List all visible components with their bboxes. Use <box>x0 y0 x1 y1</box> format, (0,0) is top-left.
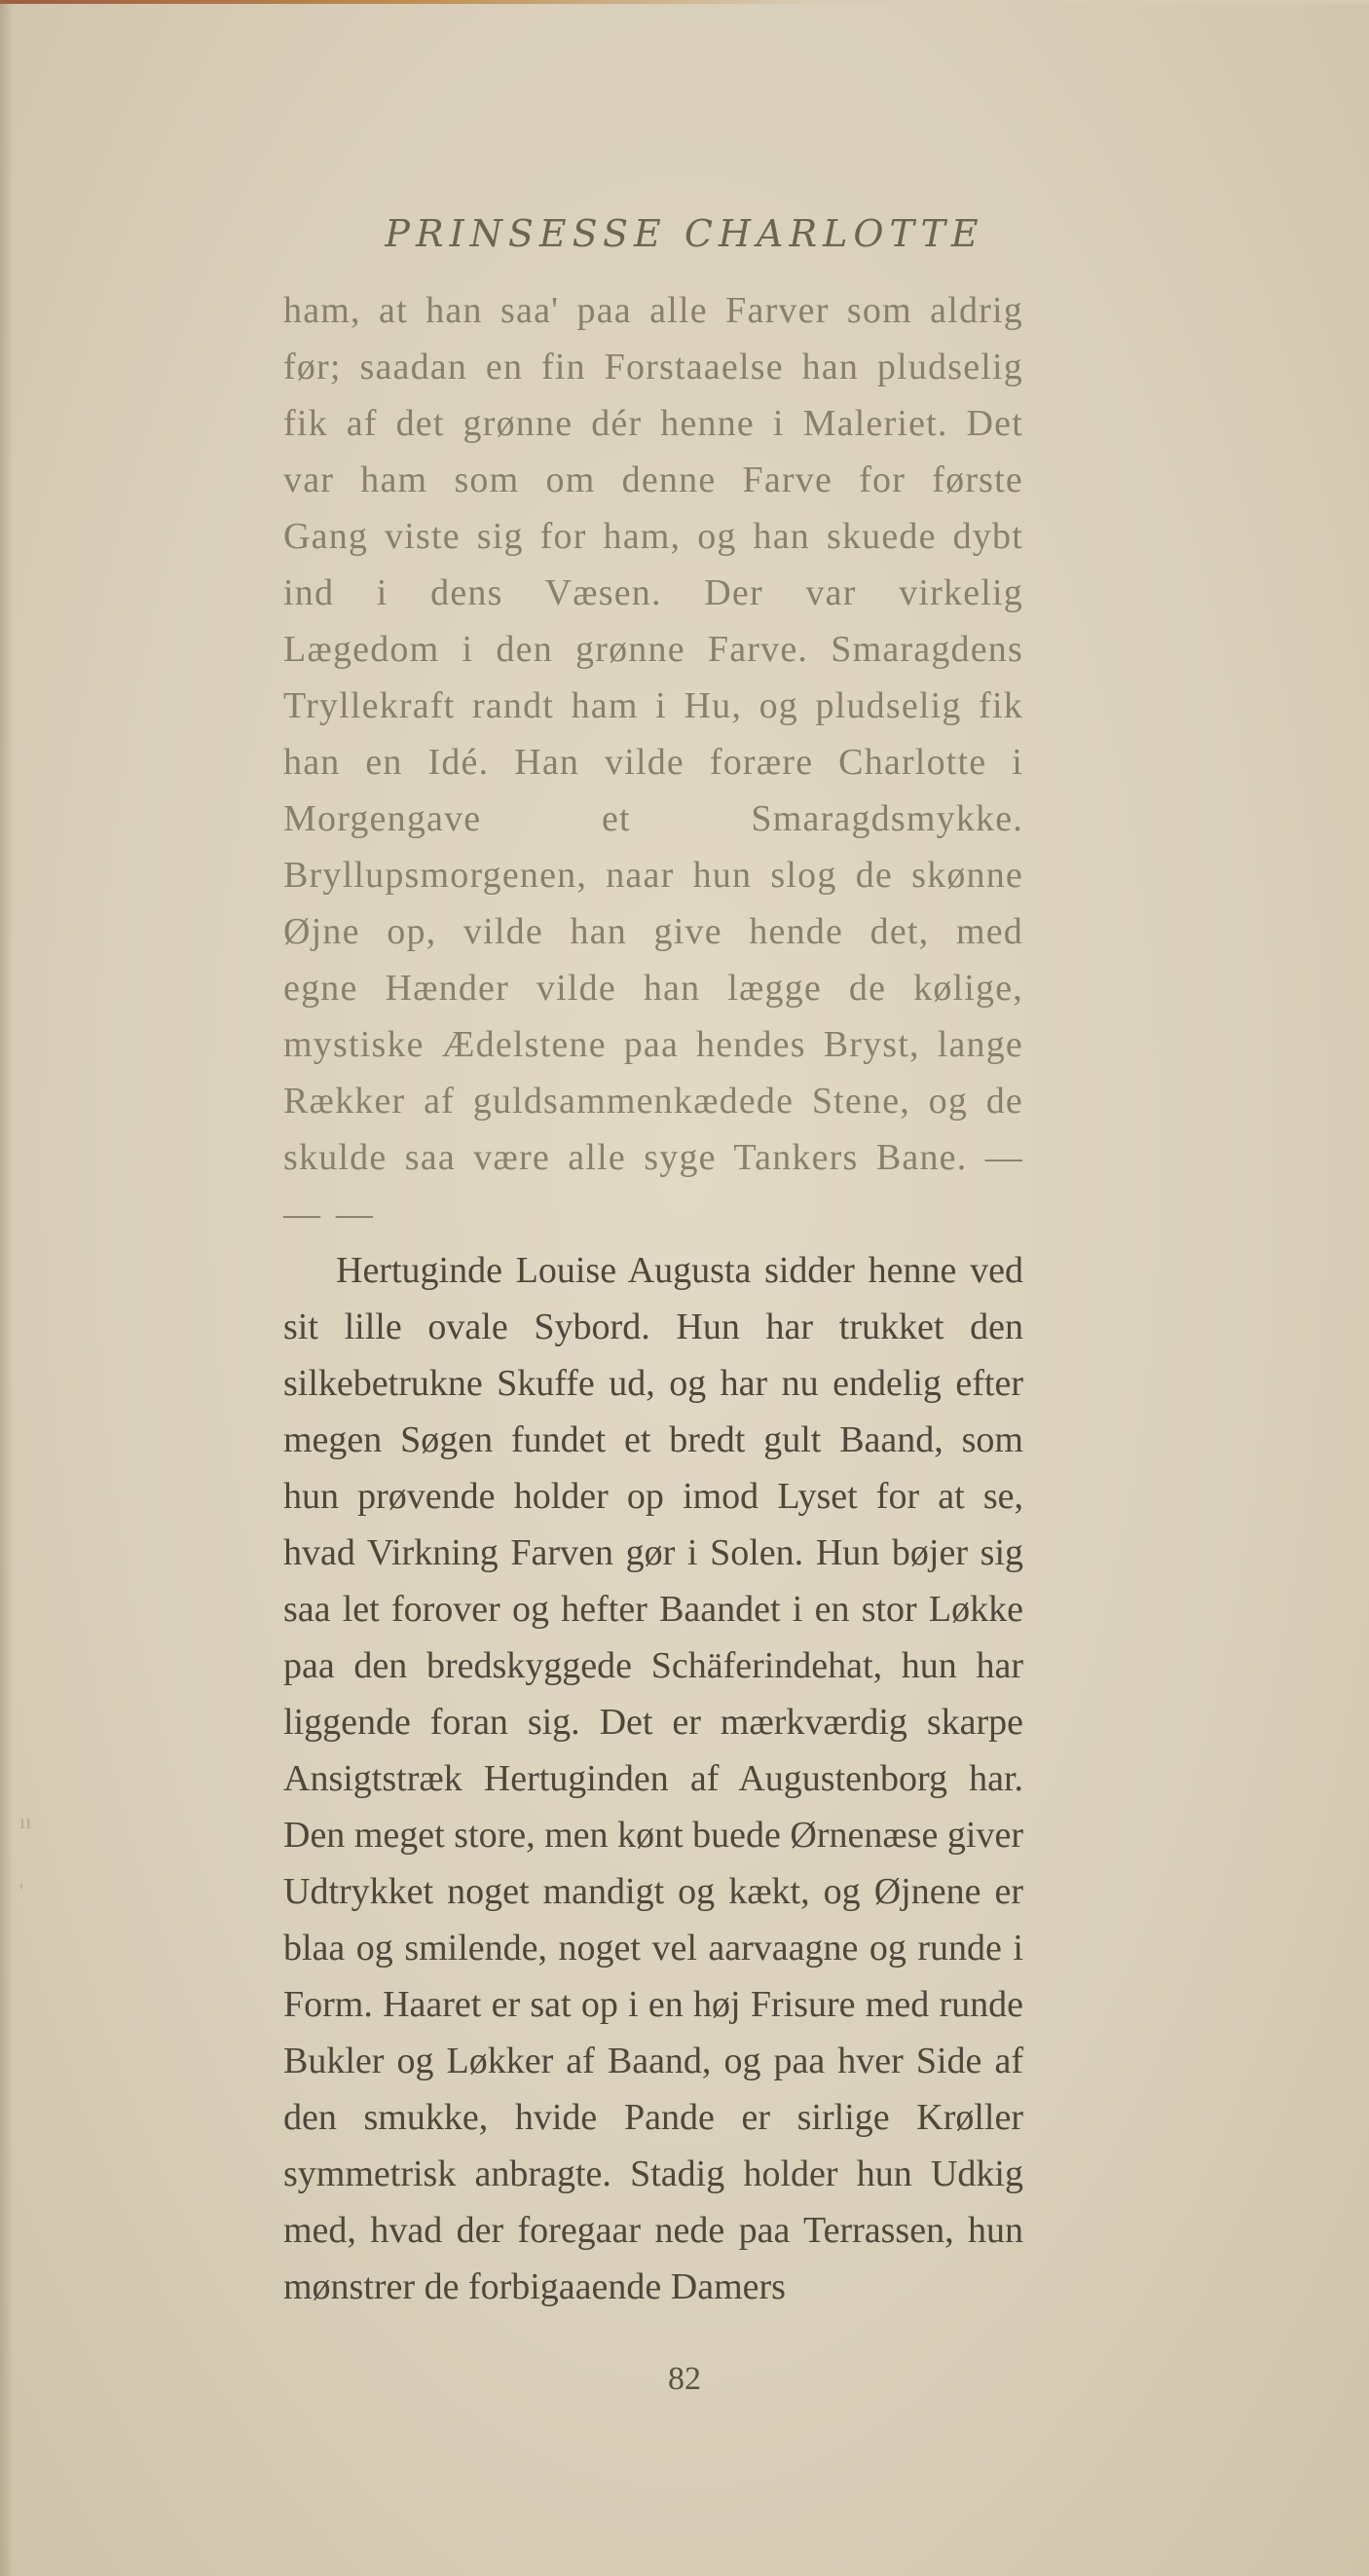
running-head: PRINSESSE CHARLOTTE <box>385 212 984 255</box>
margin-speck: ıı <box>19 1809 32 1833</box>
body-text <box>283 282 1023 2315</box>
margin-speck: ' <box>19 1879 23 1903</box>
paragraph-2: Hertuginde Louise Augusta sidder henne ved sit lille ovale Sybord. Hun har trukket den silkebetrukne Skuffe ud, og har nu endelig efter megen Søgen fundet et bredt gult Baand, som hun prøvende holder op imod Lyset for at se, hvad Virkning Farven gør i Solen. Hun bøjer sig saa let forover og hefter Baandet i en stor Løkke paa den bredskyggede Schäferindehat, hun har liggende foran sig. Det er mærkværdig skarpe Ansigtstræk Hertuginden af Augustenborg har. Den meget store, men kønt buede Ørnenæse giver Udtrykket noget mandigt og kækt, og Øjnene er blaa og smilende, noget vel aarvaagne og runde i Form. Haaret er sat op i en høj Frisure med runde Bukler og Løkker af Baand, og paa hver Side af den smukke, hvide Pande er sirlige Krøller symmetrisk anbragte. Stadig holder hun Udkig med, hvad der foregaar nede paa Terrassen, hun mønstrer de forbigaaende Damers <box>283 1250 1023 2307</box>
paragraph-1: ham, at han saa' paa alle Farver som aldrig før; saadan en fin Forstaaelse han pludselig fik af det grønne dér henne i Maleriet. Det var ham som om denne Farve for første Gang viste sig for ham, og han skuede dybt ind i dens Væsen. Der var virkelig Lægedom i den grønne Farve. Smaragdens Tryllekraft randt ham i Hu, og pludselig fik han en Idé. Han vilde forære Charlotte i Morgengave et Smaragdsmykke. Bryllupsmorgenen, naar hun slog de skønne Øjne op, vilde han give hende det, med egne Hænder vilde han lægge de kølige, mystiske Ædelstene paa hendes Bryst, lange Rækker af guldsammenkædede Stene, og de skulde saa være alle syge Tankers Bane. — — — <box>283 290 1023 1234</box>
page-number: 82 <box>668 2361 701 2397</box>
